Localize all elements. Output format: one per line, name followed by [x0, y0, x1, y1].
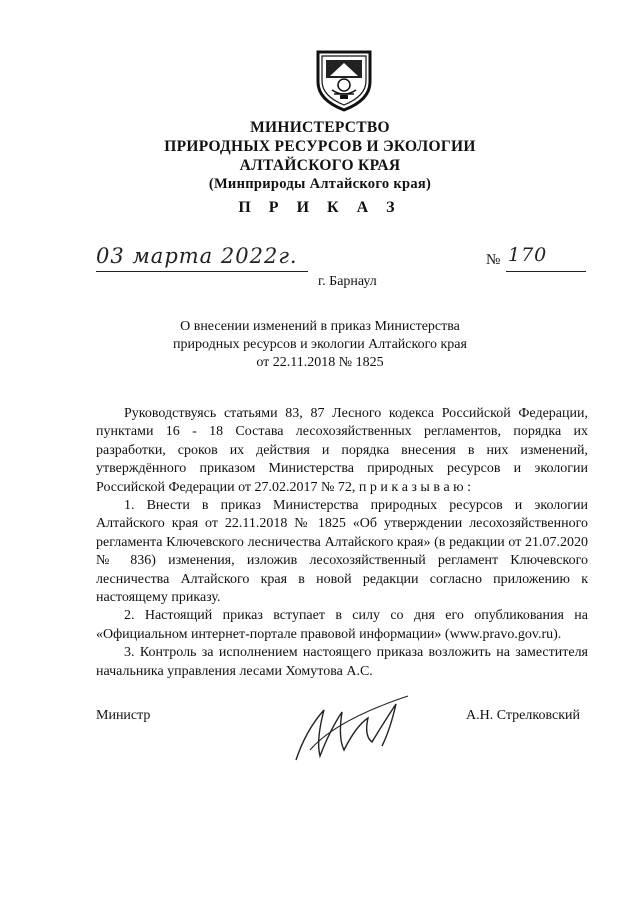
- order-item-1: 1. Внести в приказ Министерства природных ресурсов и экологии Алтайского края от 22.11.2018 № 1825 «Об утверждении лесохозяйственного регламента Ключевского лесничества Алтайского края» (в редакции от 21.07.2020 № 836) изменения, изложив лесохозяйственный регламент Ключевского лесничества Алтайского края в новой редакции согласно приложению к настоящему приказу.: [96, 498, 588, 606]
- order-item-2: 2. Настоящий приказ вступает в силу со дня его опубликования на «Официальном интернет-портале правовой информации» (www.pravo.gov.ru).: [96, 608, 588, 642]
- subject-line-3: от 22.11.2018 № 1825: [256, 355, 384, 370]
- handwritten-number: 170: [508, 244, 548, 266]
- preamble-paragraph: Руководствуясь статьями 83, 87 Лесного кодекса Российской Федерации, пунктами 16 - 18 Состава лесохозяйственных регламентов, порядка их разработки, сроков их действия и порядка внесения в них изменений, утверждённого приказом Министерства природных ресурсов и экологии Российской Федерации от 27.02.2017 № 72, п р и к а з ы в а ю :: [96, 406, 588, 495]
- header-line-1: МИНИСТЕРСТВО: [250, 119, 390, 136]
- order-body: [96, 405, 588, 681]
- handwritten-date: 03 марта 2022г.: [96, 244, 298, 268]
- document-type-title: П Р И К А З: [238, 199, 402, 216]
- city-label: г. Барнаул: [318, 274, 377, 289]
- subject-line-1: О внесении изменений в приказ Министерства: [180, 319, 460, 334]
- header-short-name: (Минприроды Алтайского края): [208, 176, 432, 192]
- number-label: №: [486, 252, 501, 268]
- header-line-2: ПРИРОДНЫХ РЕСУРСОВ И ЭКОЛОГИИ: [164, 138, 476, 155]
- order-item-3: 3. Контроль за исполнением настоящего приказа возложить на заместителя начальника управления лесами Хомутова А.С.: [96, 645, 588, 679]
- date-underline: [96, 271, 308, 272]
- coat-of-arms-emblem: [312, 48, 376, 112]
- signatory-name: А.Н. Стрелковский: [466, 708, 580, 723]
- handwritten-signature: [286, 690, 416, 770]
- subject-line-2: природных ресурсов и экологии Алтайского края: [173, 337, 467, 352]
- ministry-header: [0, 118, 640, 194]
- number-underline: [506, 271, 586, 272]
- order-subject: [0, 318, 640, 372]
- signatory-position: Министр: [96, 708, 151, 723]
- header-line-3: АЛТАЙСКОГО КРАЯ: [239, 157, 401, 174]
